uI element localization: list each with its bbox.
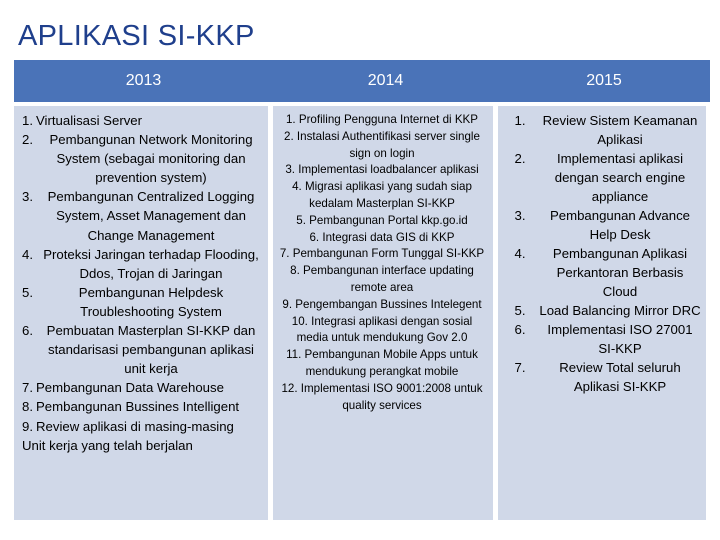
list-2014 <box>279 112 485 414</box>
list-item: 8. Pembangunan Bussines Intelligent <box>22 399 240 415</box>
list-item: 4. Proteksi Jaringan terhadap Flooding, Ddos, Trojan di Jaringan <box>22 246 259 281</box>
list-item: 1. Profiling Pengguna Internet di KKP <box>285 113 479 126</box>
column-2015 <box>498 106 706 520</box>
list-2015 <box>502 111 702 396</box>
list-item: 2. Instalasi Authentifikasi server single sign on login <box>284 129 480 160</box>
column-2013 <box>14 106 268 520</box>
list-item: 6. Integrasi data GIS di KKP <box>309 230 455 244</box>
list-item: 5. Load Balancing Mirror DRC <box>514 303 701 318</box>
page-title: APLIKASI SI-KKP <box>18 20 255 52</box>
list-item: 2. Pembangunan Network Monitoring System (sebagai monitoring dan prevention system) <box>22 132 253 186</box>
list-item: 6. Pembuatan Masterplan SI-KKP dan standarisasi pembangunan aplikasi unit kerja <box>22 323 256 377</box>
list-item: 9. Pengembangan Bussines Intelegent <box>282 297 482 311</box>
list-2013 <box>22 111 266 436</box>
list-item: 6. Implementasi ISO 27001 SI-KKP <box>514 322 693 356</box>
list-item: 2. Implementasi aplikasi dengan search engine appliance <box>514 151 686 204</box>
list-item: 4. Migrasi aplikasi yang sudah siap kedalam Masterplan SI-KKP <box>292 180 472 210</box>
column-2014 <box>273 106 493 520</box>
list-item: 1. Virtualisasi Server <box>22 113 143 128</box>
column-header-2015: 2015 <box>498 60 710 102</box>
list-item: 4. Pembangunan Aplikasi Perkantoran Berbasis Cloud <box>514 246 688 299</box>
list-item: 5. Pembangunan Helpdesk Troubleshooting System <box>22 284 224 319</box>
list-item: 7. Review Total seluruh Aplikasi SI-KKP <box>514 360 681 394</box>
list-item: 12. Implementasi ISO 9001:2008 untuk quality services <box>281 381 483 412</box>
list-item: 10. Integrasi aplikasi dengan sosial media untuk mendukung Gov 2.0 <box>291 314 473 345</box>
list-item: 9. Review aplikasi di masing-masing <box>22 418 234 434</box>
list-item: 3. Pembangunan Advance Help Desk <box>514 208 691 242</box>
list-tail-text: Unit kerja yang telah berjalan <box>22 437 193 453</box>
list-item: 3. Implementasi loadbalancer aplikasi <box>285 163 479 177</box>
column-header-2014: 2014 <box>273 60 498 102</box>
list-item: 3. Pembangunan Centralized Logging System, Asset Management dan Change Management <box>22 189 255 243</box>
list-item: 1. Review Sistem Keamanan Aplikasi <box>514 113 698 147</box>
list-item: 7. Pembangunan Form Tunggal SI-KKP <box>279 247 485 261</box>
list-item: 5. Pembangunan Portal kkp.go.id <box>296 213 468 227</box>
list-item: 7. Pembangunan Data Warehouse <box>22 380 224 396</box>
list-item: 8. Pembangunan interface updating remote area <box>290 264 474 294</box>
list-item: 11. Pembangunan Mobile Apps untuk mendukung perangkat mobile <box>286 348 478 378</box>
column-header-2013: 2013 <box>14 60 273 102</box>
